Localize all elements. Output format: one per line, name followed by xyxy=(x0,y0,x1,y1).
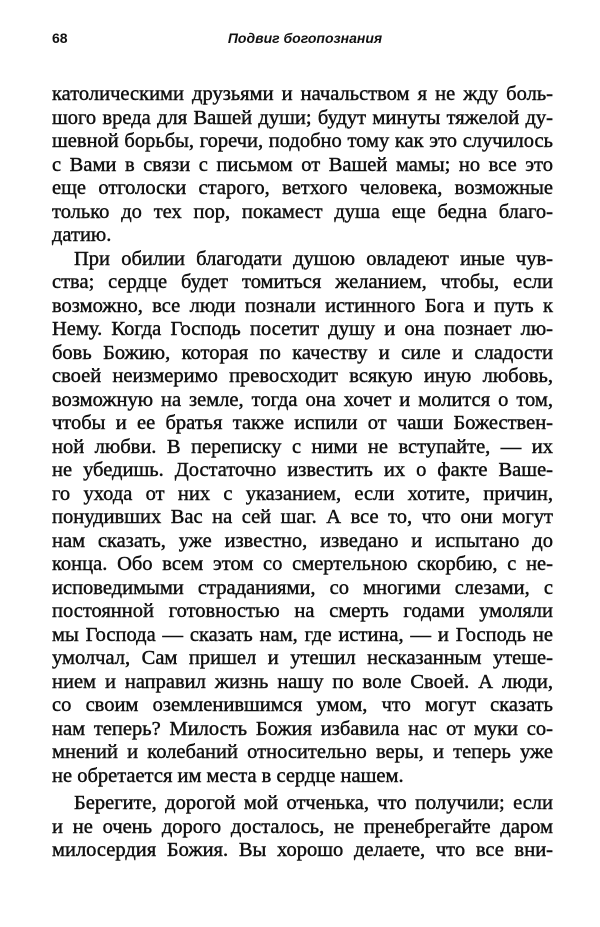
text-line: католическими друзьями и начальством я не жду боль- xyxy=(52,83,553,105)
text-line: возможно, все люди познали истинного Бога и путь к xyxy=(52,294,553,317)
text-line: исповедимыми страданиями, со многими слезами, с xyxy=(52,576,553,599)
text-line: При обилии благодати душою овладеют иные чув- xyxy=(74,247,553,270)
text-line: с Вами в связи с письмом от Вашей мамы; но все это xyxy=(52,153,553,176)
text-line: понудивших Вас на сей шаг. А все то, что они могут xyxy=(52,506,553,528)
text-line: датию. xyxy=(52,224,112,246)
page-number: 68 xyxy=(52,30,68,46)
text-line: нием и направил жизнь нашу по воле Своей. А люди, xyxy=(52,670,553,693)
text-line: бовь Божию, которая по качеству и силе и сладости xyxy=(52,341,553,364)
text-line: только до тех пор, покамест душа еще бедна благо- xyxy=(52,200,553,223)
body-text xyxy=(52,83,553,863)
text-line: со своим оземленившимся умом, что могут сказать xyxy=(52,694,553,716)
text-line: Нему. Когда Господь посетит душу и она познает лю- xyxy=(52,318,553,340)
text-line: еще отголоски старого, ветхого человека, возможные xyxy=(52,177,553,199)
running-title: Подвиг богопознания xyxy=(227,30,383,46)
text-line: ства; сердце будет томиться желанием, чтобы, если xyxy=(52,271,553,293)
text-line: мы Господа — сказать нам, где истина, — и Господь не xyxy=(52,623,553,646)
text-line: го ухода от них с указанием, если хотите, причин, xyxy=(52,482,553,505)
text-line: мнений и колебаний относительно веры, и теперь уже xyxy=(52,741,553,763)
text-line: и не очень дорого досталось, не пренебрегайте даром xyxy=(52,815,553,838)
text-line: шого вреда для Вашей души; будут минуты тяжелой ду- xyxy=(52,106,553,129)
text-line: ной любви. В переписку с ними не вступайте, — их xyxy=(52,435,553,458)
text-line: нам сказать, уже известно, изведано и испытано до xyxy=(52,529,553,552)
text-line: шевной борьбы, горечи, подобно тому как это случилось xyxy=(52,130,553,152)
paragraph xyxy=(52,83,553,248)
text-line: не убедишь. Достаточно известить их о факте Ваше- xyxy=(52,459,553,481)
text-line: своей неизмеримо превосходит всякую иную любовь, xyxy=(52,365,553,387)
text-line: умолчал, Сам пришел и утешил несказанным утеше- xyxy=(52,647,553,669)
text-line: постоянной готовностью на смерть годами умоляли xyxy=(52,600,553,622)
paragraph xyxy=(52,248,553,789)
text-line: конца. Обо всем этом со смертельною скорбию, с не- xyxy=(52,553,553,575)
text-line: Берегите, дорогой мой отченька, что получили; если xyxy=(74,792,553,814)
text-line: чтобы и ее братья также испили от чаши Божествен- xyxy=(52,412,553,434)
text-line: не обретается им места в сердце нашем. xyxy=(52,764,404,787)
paragraph xyxy=(52,792,553,863)
text-line: нам теперь? Милость Божия избавила нас от муки со- xyxy=(52,717,553,740)
text-line: возможную на земле, тогда она хочет и молится о том, xyxy=(52,388,553,411)
text-line: милосердия Божия. Вы хорошо делаете, что все вни- xyxy=(52,839,553,861)
